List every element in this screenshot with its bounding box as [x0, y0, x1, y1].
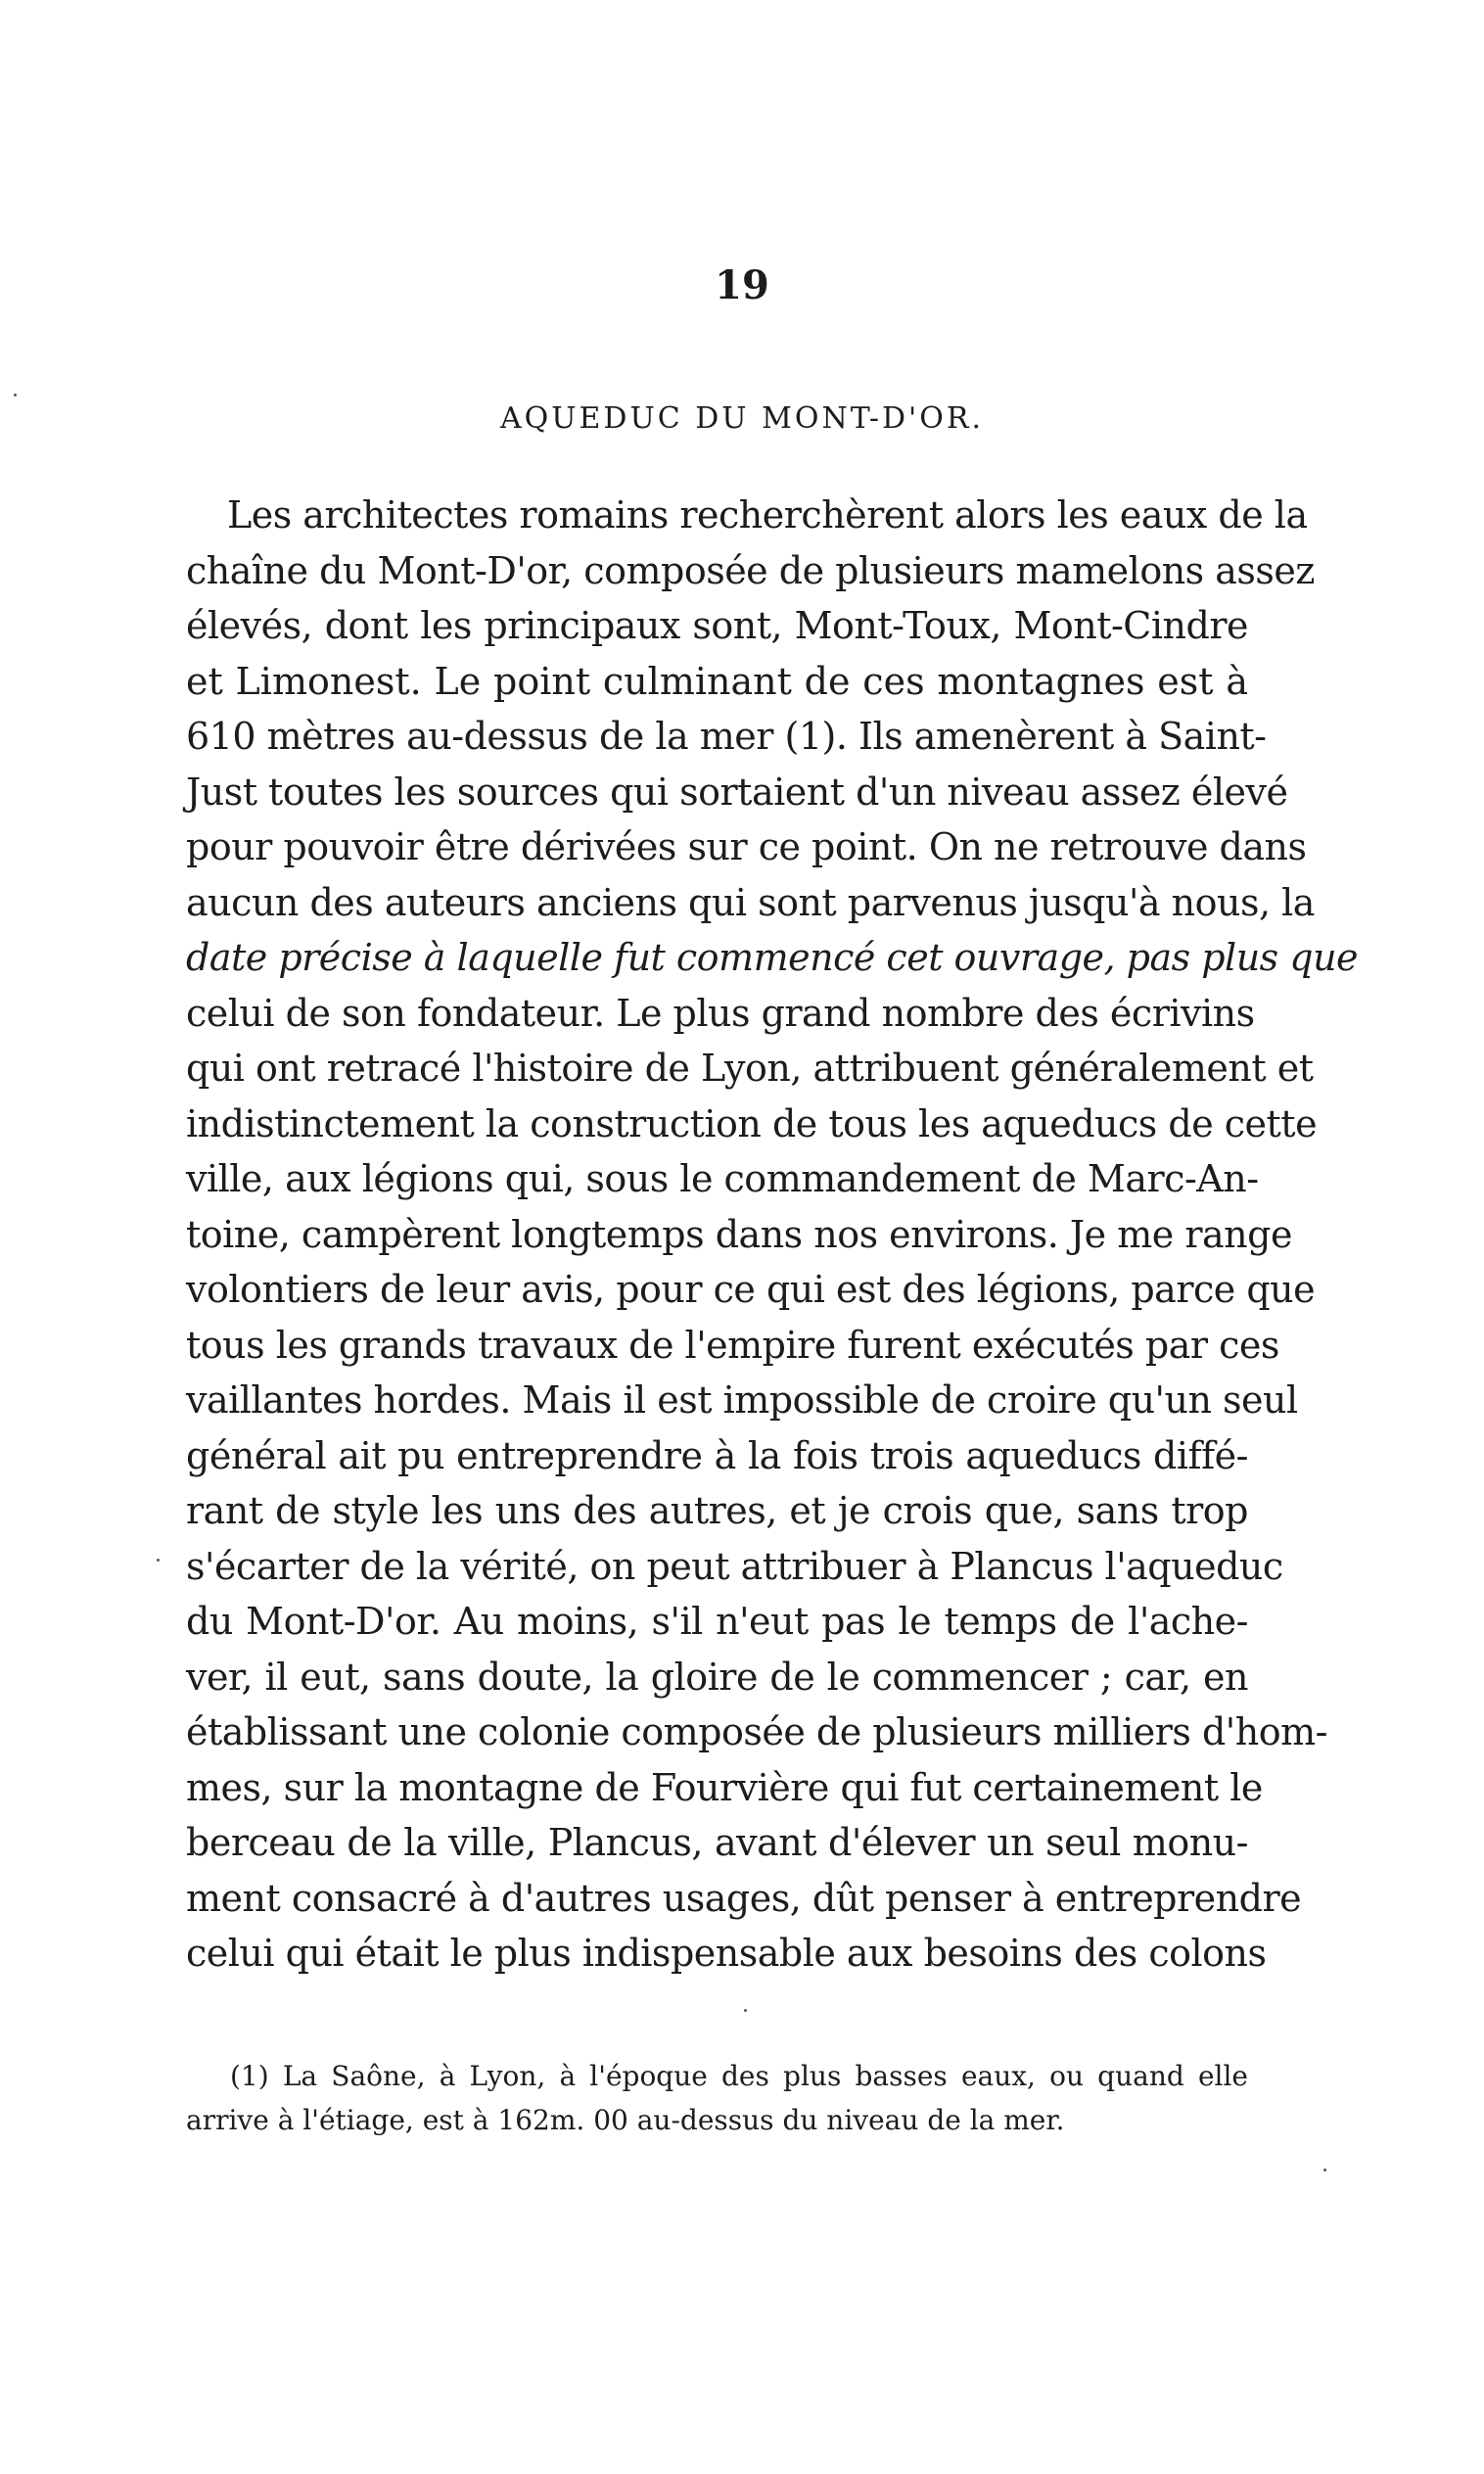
body-line: toine, campèrent longtemps dans nos environs. Je me range — [186, 1212, 1292, 1256]
body-line: Just toutes les sources qui sortaient d'un niveau assez élevé — [186, 770, 1288, 814]
body-paragraph — [186, 488, 1359, 1982]
body-line: mes, sur la montagne de Fourvière qui fut certainement le — [186, 1765, 1263, 1809]
footnote — [186, 2054, 1248, 2142]
body-line: date précise à laquelle fut commencé cet ouvrage, pas plus que — [186, 936, 1359, 979]
body-line: celui qui était le plus indispensable aux besoins des colons — [186, 1932, 1267, 1975]
body-line: et Limonest. Le point culminant de ces montagnes est à — [186, 659, 1248, 703]
body-line: du Mont-D'or. Au moins, s'il n'eut pas le temps de l'ache- — [186, 1600, 1248, 1643]
scan-speck — [157, 1559, 160, 1562]
body-line: Les architectes romains recherchèrent alors les eaux de la — [227, 493, 1308, 537]
body-line: vaillantes hordes. Mais il est impossible de croire qu'un seul — [186, 1378, 1298, 1422]
body-line: celui de son fondateur. Le plus grand nombre des écrivins — [186, 991, 1255, 1035]
body-line: tous les grands travaux de l'empire furent exécutés par ces — [186, 1323, 1279, 1367]
body-line: s'écarter de la vérité, on peut attribuer à Plancus l'aqueduc — [186, 1544, 1283, 1588]
scan-speck — [744, 2009, 747, 2012]
body-line: pour pouvoir être dérivées sur ce point. On ne retrouve dans — [186, 825, 1307, 868]
footnote-line: arrive à l'étiage, est à 162m. 00 au-dessus du niveau de la mer. — [186, 2104, 1065, 2136]
body-line: ment consacré à d'autres usages, dût penser à entreprendre — [186, 1876, 1302, 1920]
scan-speck — [14, 394, 17, 397]
scan-speck — [1323, 2169, 1326, 2171]
body-line: aucun des auteurs anciens qui sont parvenus jusqu'à nous, la — [186, 880, 1315, 924]
body-line: général ait pu entreprendre à la fois trois aqueducs diffé- — [186, 1433, 1248, 1477]
body-line: établissant une colonie composée de plusieurs milliers d'hom- — [186, 1710, 1327, 1753]
body-line: volontiers de leur avis, pour ce qui est des légions, parce que — [186, 1268, 1316, 1311]
body-line: qui ont retracé l'histoire de Lyon, attribuent généralement et — [186, 1047, 1314, 1090]
body-line: ver, il eut, sans doute, la gloire de le commencer ; car, en — [186, 1655, 1248, 1699]
footnote-line: (1) La Saône, à Lyon, à l'époque des plus basses eaux, ou quand elle — [230, 2060, 1248, 2092]
body-line: ville, aux légions qui, sous le commandement de Marc-An- — [186, 1157, 1259, 1200]
body-line: indistinctement la construction de tous les aqueducs de cette — [186, 1101, 1318, 1145]
body-line: berceau de la ville, Plancus, avant d'élever un seul monu- — [186, 1821, 1248, 1864]
body-line: chaîne du Mont-D'or, composée de plusieurs mamelons assez — [186, 548, 1315, 592]
body-line: élevés, dont les principaux sont, Mont-Toux, Mont-Cindre — [186, 604, 1248, 647]
body-line: rant de style les uns des autres, et je crois que, sans trop — [186, 1489, 1248, 1532]
page-number: 19 — [715, 262, 769, 308]
body-line: 610 mètres au-dessus de la mer (1). Ils amenèrent à Saint- — [186, 715, 1267, 758]
section-title: AQUEDUC DU MONT-D'OR. — [499, 401, 984, 436]
